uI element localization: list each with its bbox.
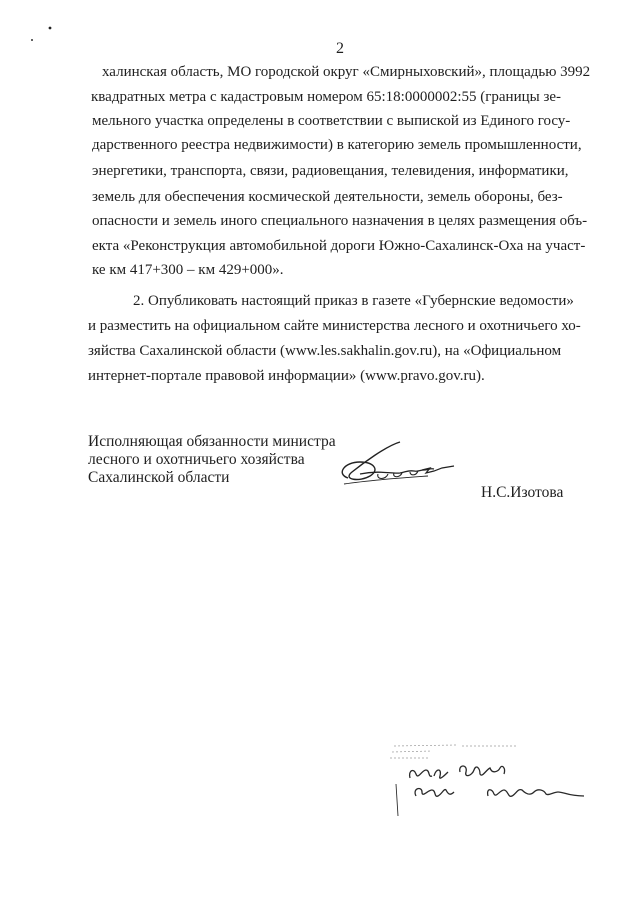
text-line: дарственного реестра недвижимости) в категорию земель промышленности,	[92, 137, 582, 153]
scan-specks	[0, 0, 80, 60]
signatory-title-line: лесного и охотничьего хозяйства	[88, 451, 305, 468]
text-line: энергетики, транспорта, связи, радиовещания, телевидения, информатики,	[92, 163, 569, 179]
signatory-title-line: Исполняющая обязанности министра	[88, 433, 336, 450]
text-line: опасности и земель иного специального назначения в целях размещения объ-	[92, 213, 588, 229]
text-line: мельного участка определены в соответствии с выпиской из Единого госу-	[92, 113, 571, 129]
text-line: халинская область, МО городской округ «Смирныховский», площадью 3992	[102, 64, 591, 80]
stamp-impression	[388, 738, 604, 834]
page-number: 2	[336, 40, 344, 57]
copy-certification-stamp	[388, 738, 604, 834]
text-line: земель для обеспечения космической деятельности, земель обороны, без-	[92, 189, 563, 205]
text-line: квадратных метра с кадастровым номером 65:18:0000002:55 (границы зе-	[91, 89, 562, 105]
text-line: интернет-портале правовой информации» (www.pravo.gov.ru).	[88, 368, 485, 384]
text-line: ке км 417+300 – км 429+000».	[92, 262, 284, 278]
handwritten-signature	[330, 440, 460, 500]
text-line: 2. Опубликовать настоящий приказ в газете «Губернские ведомости»	[133, 293, 574, 309]
text-line: и разместить на официальном сайте министерства лесного и охотничьего хо-	[88, 318, 581, 334]
text-line: екта «Реконструкция автомобильной дороги Южно-Сахалинск-Оха на участ-	[92, 238, 586, 254]
text-line: зяйства Сахалинской области (www.les.sakhalin.gov.ru), на «Официальном	[88, 343, 562, 359]
signatory-title-line: Сахалинской области	[88, 469, 230, 486]
signatory-name: Н.С.Изотова	[481, 484, 564, 501]
